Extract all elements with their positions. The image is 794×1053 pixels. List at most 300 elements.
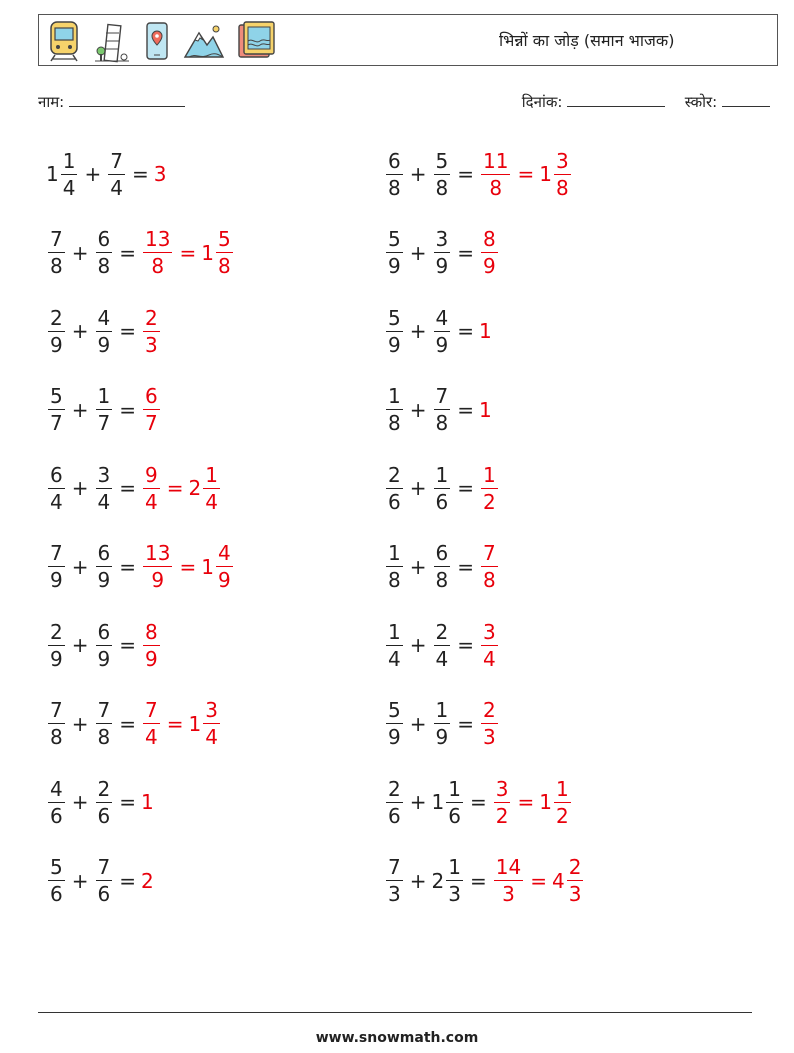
problem-item — [384, 694, 500, 754]
equals-sign: = — [469, 790, 487, 814]
fraction — [446, 854, 463, 907]
whole-number: 1 — [479, 319, 492, 343]
fraction — [143, 697, 160, 750]
denominator: 9 — [388, 332, 401, 357]
equals-sign: = — [457, 240, 474, 265]
equals-sign: = — [457, 476, 474, 500]
fraction-term — [141, 869, 154, 893]
fraction-term — [384, 462, 405, 515]
fraction — [48, 305, 65, 358]
numerator: 2 — [483, 698, 496, 722]
fraction — [481, 697, 498, 750]
denominator: 8 — [555, 175, 569, 200]
equals-sign: = — [119, 868, 136, 893]
denominator: 8 — [97, 254, 111, 278]
denominator: 4 — [62, 175, 76, 200]
worksheet-header — [38, 14, 778, 66]
fraction — [386, 776, 403, 829]
equals-sign: = — [131, 162, 149, 186]
fraction-term — [46, 148, 79, 201]
fraction — [61, 148, 78, 201]
whole-number: 1 — [431, 790, 445, 814]
numerator: 7 — [50, 227, 63, 251]
fraction-term — [46, 540, 67, 593]
fraction-term — [141, 540, 174, 593]
plus-sign: + — [71, 790, 89, 814]
fraction — [434, 462, 451, 515]
fraction-term — [492, 854, 525, 907]
plus-sign: + — [71, 397, 89, 422]
fraction — [481, 619, 498, 672]
fraction-term — [94, 697, 115, 750]
name-label: नाम: — [38, 93, 65, 111]
fraction-term — [432, 540, 453, 593]
fraction — [386, 383, 403, 436]
answer — [479, 619, 500, 672]
answer — [479, 398, 492, 422]
plus-sign: + — [71, 476, 89, 500]
fraction-term — [432, 776, 465, 829]
whole-number: 1 — [46, 162, 59, 186]
problem-item — [46, 772, 154, 832]
fraction-term — [384, 148, 405, 201]
fraction — [96, 776, 113, 829]
denominator: 3 — [448, 882, 461, 906]
fraction-term — [141, 305, 162, 358]
fraction-term — [479, 398, 492, 422]
whole-number: 2 — [431, 868, 445, 893]
plus-sign: + — [409, 633, 427, 657]
fraction — [96, 305, 113, 358]
fraction — [481, 462, 498, 515]
problem-item — [384, 615, 500, 675]
numerator: 1 — [435, 462, 449, 487]
fraction-term — [46, 854, 67, 907]
mountain-icon — [183, 19, 225, 63]
fraction-term — [189, 697, 222, 750]
equals-sign: = — [457, 162, 474, 186]
fraction — [216, 226, 233, 279]
whole-number: 1 — [201, 240, 214, 265]
date-score-field — [522, 92, 770, 112]
fraction — [554, 776, 571, 829]
fraction-term — [384, 540, 405, 593]
numerator: 3 — [435, 227, 449, 251]
fraction — [567, 854, 584, 907]
fraction-term — [479, 697, 500, 750]
footer-url: www.snowmath.com — [315, 1030, 479, 1046]
fraction-term — [46, 619, 67, 672]
equals-sign: = — [457, 554, 474, 579]
equals-sign: = — [457, 711, 474, 736]
fraction-term — [552, 854, 585, 907]
numerator: 8 — [145, 619, 158, 644]
whole-number: 3 — [153, 162, 167, 186]
numerator: 1 — [388, 384, 401, 408]
numerator: 5 — [388, 698, 401, 722]
denominator: 2 — [495, 803, 509, 828]
equals-sign: = — [517, 790, 535, 814]
denominator: 4 — [145, 725, 158, 749]
whole-number: 1 — [188, 711, 202, 736]
whole-number: 4 — [551, 868, 565, 893]
problem-item — [46, 615, 162, 675]
fraction — [108, 148, 125, 201]
numerator: 4 — [50, 776, 63, 801]
numerator: 7 — [145, 698, 158, 722]
fraction-term — [479, 619, 500, 672]
fraction-term — [384, 383, 405, 436]
numerator: 3 — [555, 148, 569, 173]
score-blank[interactable] — [722, 92, 770, 107]
date-label: दिनांक: — [521, 93, 563, 111]
fraction — [48, 226, 65, 279]
denominator: 4 — [205, 489, 218, 514]
fraction — [494, 776, 511, 829]
fraction-term — [46, 305, 67, 358]
fraction-term — [94, 540, 115, 593]
plus-sign: + — [409, 554, 427, 579]
fraction-term — [94, 383, 115, 436]
whole-number: 1 — [141, 790, 154, 814]
fraction-term — [432, 697, 453, 750]
score-label: स्कोर: — [684, 93, 718, 111]
problem-item — [384, 537, 500, 597]
fraction-term — [539, 776, 572, 829]
fraction — [481, 148, 510, 201]
denominator: 8 — [50, 254, 63, 278]
denominator: 2 — [483, 489, 496, 514]
fraction — [143, 305, 160, 358]
denominator: 8 — [435, 568, 449, 592]
fraction-term — [141, 697, 162, 750]
fraction-term — [432, 854, 465, 907]
fraction-term — [384, 305, 405, 358]
numerator: 2 — [388, 462, 401, 487]
answer — [492, 776, 573, 829]
denominator: 4 — [205, 725, 218, 749]
equals-sign: = — [469, 868, 487, 893]
denominator: 4 — [483, 646, 496, 671]
numerator: 1 — [388, 541, 401, 565]
fraction — [143, 226, 172, 279]
fraction — [48, 540, 65, 593]
denominator: 9 — [435, 254, 449, 278]
numerator: 1 — [448, 855, 461, 879]
denominator: 8 — [435, 175, 449, 200]
fraction — [446, 776, 463, 829]
fraction-term — [94, 619, 115, 672]
problem-item — [46, 144, 166, 204]
numerator: 2 — [50, 305, 63, 330]
plus-sign: + — [409, 240, 427, 265]
numerator: 5 — [388, 305, 401, 330]
denominator: 6 — [50, 803, 63, 828]
denominator: 8 — [388, 411, 401, 435]
denominator: 2 — [555, 803, 569, 828]
denominator: 9 — [97, 568, 111, 592]
equals-sign: = — [179, 554, 197, 579]
numerator: 4 — [97, 305, 111, 330]
answer — [141, 697, 222, 750]
whole-number: 1 — [539, 790, 552, 814]
fraction — [554, 148, 571, 201]
fraction-term — [432, 226, 453, 279]
denominator: 7 — [50, 411, 63, 435]
denominator: 8 — [388, 568, 401, 592]
fraction — [386, 462, 403, 515]
numerator: 14 — [495, 855, 522, 879]
fraction — [434, 697, 451, 750]
equals-sign: = — [119, 397, 136, 422]
problem-item — [46, 380, 162, 440]
fraction-term — [189, 462, 222, 515]
denominator: 3 — [568, 882, 582, 906]
numerator: 7 — [50, 541, 63, 565]
fraction — [96, 697, 113, 750]
plus-sign: + — [409, 476, 427, 500]
denominator: 4 — [50, 489, 63, 514]
plus-sign: + — [71, 633, 89, 657]
answer — [154, 162, 167, 186]
fraction-term — [479, 226, 500, 279]
fraction — [96, 462, 113, 515]
fraction — [143, 619, 160, 672]
numerator: 1 — [97, 384, 111, 408]
numerator: 6 — [388, 148, 401, 173]
fraction — [434, 383, 451, 436]
denominator: 4 — [388, 646, 401, 671]
numerator: 3 — [97, 462, 111, 487]
fraction — [203, 697, 220, 750]
denominator: 8 — [151, 254, 165, 278]
fraction — [434, 226, 451, 279]
fraction-term — [479, 148, 512, 201]
denominator: 6 — [388, 803, 401, 828]
fraction-term — [106, 148, 127, 201]
fraction — [386, 540, 403, 593]
equals-sign: = — [119, 790, 136, 814]
fraction — [481, 226, 498, 279]
numerator: 5 — [388, 227, 401, 251]
numerator: 1 — [388, 619, 401, 644]
plus-sign: + — [71, 319, 89, 343]
numerator: 1 — [448, 776, 461, 801]
fraction-term — [539, 148, 572, 201]
denominator: 9 — [388, 725, 401, 749]
fraction — [386, 148, 403, 201]
problem-item — [46, 223, 235, 283]
numerator: 1 — [435, 698, 449, 722]
fraction — [48, 697, 65, 750]
fraction-term — [46, 462, 67, 515]
denominator: 9 — [50, 568, 63, 592]
fraction-term — [432, 462, 453, 515]
answer — [479, 462, 500, 515]
footer-divider — [38, 1012, 752, 1013]
fraction-term — [201, 540, 234, 593]
equals-sign: = — [119, 240, 136, 265]
numerator: 5 — [435, 148, 449, 173]
fraction-term — [384, 619, 405, 672]
denominator: 8 — [388, 175, 401, 200]
denominator: 9 — [145, 646, 158, 671]
denominator: 9 — [97, 646, 111, 671]
fraction — [96, 540, 113, 593]
numerator: 4 — [217, 541, 231, 565]
numerator: 7 — [388, 855, 401, 879]
fraction — [143, 462, 160, 515]
fraction — [386, 226, 403, 279]
denominator: 9 — [483, 254, 496, 278]
equals-sign: = — [119, 476, 136, 500]
numerator: 6 — [97, 541, 111, 565]
numerator: 1 — [483, 462, 496, 487]
whole-number: 2 — [141, 868, 154, 893]
fraction — [386, 619, 403, 672]
fraction-term — [141, 619, 162, 672]
denominator: 8 — [435, 411, 449, 435]
fraction — [434, 619, 451, 672]
numerator: 3 — [495, 776, 509, 801]
answer — [141, 383, 162, 436]
fraction-term — [94, 305, 115, 358]
numerator: 1 — [62, 148, 76, 173]
fraction — [48, 776, 65, 829]
denominator: 8 — [483, 568, 496, 592]
answer — [141, 869, 154, 893]
fraction-term — [492, 776, 513, 829]
answer — [479, 697, 500, 750]
denominator: 9 — [50, 332, 63, 357]
fraction — [48, 462, 65, 515]
denominator: 9 — [435, 725, 449, 749]
denominator: 9 — [97, 332, 111, 357]
denominator: 9 — [151, 568, 165, 592]
fraction-term — [94, 854, 115, 907]
plus-sign: + — [71, 240, 89, 265]
fraction-term — [141, 462, 162, 515]
fraction-term — [94, 462, 115, 515]
whole-number: 1 — [201, 554, 214, 579]
fraction-term — [432, 148, 453, 201]
numerator: 7 — [97, 698, 111, 722]
denominator: 6 — [435, 489, 449, 514]
fraction — [96, 383, 113, 436]
numerator: 13 — [145, 227, 171, 251]
fraction-term — [432, 383, 453, 436]
numerator: 6 — [145, 384, 158, 408]
denominator: 8 — [97, 725, 111, 749]
answer — [492, 854, 586, 907]
fraction — [96, 619, 113, 672]
fraction-term — [154, 162, 167, 186]
equals-sign: = — [119, 319, 136, 343]
worksheet-title: भिन्नों का जोड़ (समान भाजक) — [499, 31, 675, 50]
equals-sign: = — [166, 476, 184, 500]
fraction-term — [141, 790, 154, 814]
fraction — [203, 462, 220, 515]
fraction — [48, 854, 65, 907]
plus-sign: + — [409, 397, 427, 422]
fraction-term — [384, 697, 405, 750]
numerator: 6 — [435, 541, 449, 565]
numerator: 7 — [435, 384, 449, 408]
numerator: 4 — [435, 305, 449, 330]
fraction — [434, 148, 451, 201]
fraction-term — [141, 226, 174, 279]
numerator: 5 — [217, 227, 231, 251]
numerator: 5 — [50, 855, 63, 879]
denominator: 4 — [97, 489, 111, 514]
fraction — [143, 540, 172, 593]
fraction-term — [141, 383, 162, 436]
plus-sign: + — [71, 711, 89, 736]
whole-number: 1 — [479, 397, 492, 422]
equals-sign: = — [517, 162, 535, 186]
plus-sign: + — [409, 319, 427, 343]
fraction — [386, 854, 403, 907]
answer — [479, 319, 492, 343]
numerator: 6 — [97, 619, 111, 644]
problem-item — [46, 537, 235, 597]
fraction-term — [479, 462, 500, 515]
problem-item — [384, 301, 492, 361]
date-blank[interactable] — [567, 92, 665, 107]
numerator: 11 — [483, 148, 509, 173]
problem-item — [384, 458, 500, 518]
plus-sign: + — [409, 162, 427, 186]
equals-sign: = — [457, 319, 474, 343]
problem-item — [384, 223, 500, 283]
denominator: 7 — [145, 411, 158, 435]
fraction-term — [384, 776, 405, 829]
fraction-term — [432, 305, 453, 358]
fraction-term — [94, 776, 115, 829]
equals-sign: = — [457, 633, 474, 657]
leaning-tower-icon — [93, 19, 131, 63]
fraction-term — [201, 226, 234, 279]
equals-sign: = — [179, 240, 197, 265]
problem-item — [384, 380, 492, 440]
fraction-term — [384, 854, 405, 907]
numerator: 3 — [483, 619, 496, 644]
plus-sign: + — [409, 790, 427, 814]
denominator: 4 — [110, 175, 123, 200]
denominator: 3 — [483, 725, 496, 749]
fraction — [386, 305, 403, 358]
numerator: 7 — [50, 698, 63, 722]
fraction-term — [46, 697, 67, 750]
plus-sign: + — [409, 711, 427, 736]
denominator: 3 — [145, 332, 158, 357]
fraction-term — [479, 319, 492, 343]
name-blank[interactable] — [69, 92, 185, 107]
plus-sign: + — [84, 162, 102, 186]
answer — [141, 462, 222, 515]
numerator: 2 — [568, 855, 582, 879]
fraction — [494, 854, 523, 907]
fraction-term — [46, 226, 67, 279]
numerator: 7 — [483, 541, 496, 565]
map-pin-phone-icon — [143, 19, 171, 63]
answer — [141, 790, 154, 814]
whole-number: 1 — [539, 162, 552, 186]
denominator: 8 — [217, 254, 231, 278]
problem-item — [46, 694, 222, 754]
numerator: 2 — [145, 305, 158, 330]
numerator: 1 — [555, 776, 569, 801]
